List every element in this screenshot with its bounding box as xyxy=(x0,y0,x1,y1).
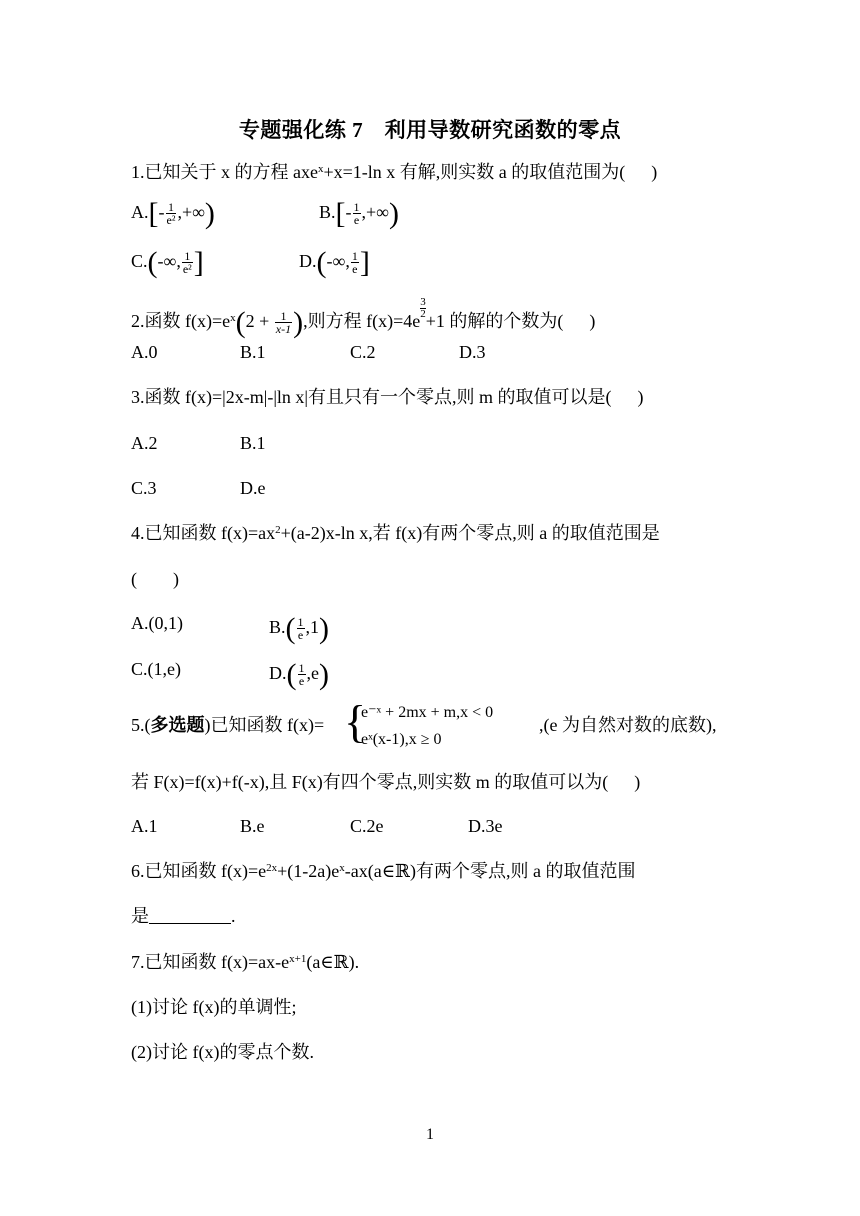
option-label: B. xyxy=(319,202,336,222)
exponent-fraction: $\frac{3}{2}$ xyxy=(420,296,426,320)
option-label: C. xyxy=(131,251,148,271)
q2-stem-part: +1 的解的个数为( xyxy=(425,311,564,331)
option-text: ,e xyxy=(306,663,319,683)
q5-option-d: D.3e xyxy=(468,816,503,836)
q6-stem-part: . xyxy=(231,906,236,926)
fraction: $\frac{1}{e}$ xyxy=(351,248,358,277)
page-title: 专题强化练 7 利用导数研究函数的零点 xyxy=(238,118,622,142)
q4-option-b: B.( $\frac{1}{e}$ ,1) xyxy=(269,612,330,645)
q1-superscript: x xyxy=(317,163,324,175)
q1-close-paren: ) xyxy=(651,162,658,182)
q1-option-a: A.[- $\frac{1}{\text{e²}}$ ,+∞) xyxy=(131,197,215,230)
fraction: $\frac{1}{e}$ xyxy=(353,199,360,228)
q6-superscript: x xyxy=(339,862,345,874)
q3-stem-part: 3.函数 f(x)=|2x-m|-|ln x|有且只有一个零点,则 m 的取值可以是( xyxy=(131,387,612,407)
q5-option-b: B.e xyxy=(240,816,265,836)
q5-option-c: C.2e xyxy=(350,816,384,836)
q2-option-d: D.3 xyxy=(459,342,486,362)
fraction: $\frac{1}{e}$ xyxy=(298,660,305,689)
q5-stem-part: 若 F(x)=f(x)+f(-x),且 F(x)有四个零点,则实数 m 的取值可以为( xyxy=(131,772,609,792)
q1-option-b: B.[- $\frac{1}{e}$ ,+∞) xyxy=(319,197,399,230)
q5-stem-part: )已知函数 f(x)= xyxy=(204,715,325,735)
q5-close-paren: ) xyxy=(634,772,641,792)
q6-stem-part: +(1-2a)e xyxy=(277,861,340,881)
piecewise-brace: { xyxy=(344,696,367,747)
q4-answer-paren: ( ) xyxy=(131,569,179,589)
q7-stem-part: (a∈ℝ). xyxy=(306,952,360,972)
q5-stem-tail: ,(e 为自然对数的底数), xyxy=(539,715,717,735)
q3-option-b: B.1 xyxy=(240,433,266,453)
option-text: - xyxy=(345,202,352,222)
answer-blank[interactable] xyxy=(149,907,231,924)
q1-option-d: D.(-∞, $\frac{1}{e}$ ] xyxy=(299,246,370,279)
option-text: - xyxy=(158,202,165,222)
option-label: A. xyxy=(131,202,149,222)
q5-option-a: A.1 xyxy=(131,816,158,836)
q3-close-paren: ) xyxy=(637,387,644,407)
question-5-stem xyxy=(131,716,324,734)
q4-superscript: 2 xyxy=(275,524,281,536)
question-3-stem xyxy=(131,388,644,406)
piecewise-case-2: eˣ(x-1),x ≥ 0 xyxy=(361,731,442,748)
q4-stem-part: +(a-2)x-ln x,若 f(x)有两个零点,则 a 的取值范围是 xyxy=(280,523,660,543)
fraction: $\frac{1}{\text{e²}}$ xyxy=(182,248,192,277)
q4-option-c: C.(1,e) xyxy=(131,659,181,679)
q4-option-d: D.( $\frac{1}{e}$ ,e) xyxy=(269,658,329,691)
q7-part-1: (1)讨论 f(x)的单调性; xyxy=(131,997,297,1017)
q5-stem-line2 xyxy=(131,773,640,791)
q3-option-d: D.e xyxy=(240,478,266,498)
q6-stem-part: -ax(a∈ℝ)有两个零点,则 a 的取值范围 xyxy=(344,861,636,881)
q5-stem-part: 5.( xyxy=(131,715,151,735)
question-7-stem xyxy=(131,953,359,971)
fraction: $\frac{1}{\text{e²}}$ xyxy=(166,199,176,228)
q2-stem-part: 2.函数 f(x)=e xyxy=(131,311,231,331)
fraction: $\frac{1}{e}$ xyxy=(297,614,304,643)
q6-stem-line2 xyxy=(131,907,236,925)
q1-option-c: C.(-∞, $\frac{1}{\text{e²}}$ ] xyxy=(131,246,204,279)
q3-option-c: C.3 xyxy=(131,478,157,498)
question-6-stem xyxy=(131,862,635,880)
option-label: D. xyxy=(269,663,287,683)
q6-superscript: 2x xyxy=(266,862,278,874)
option-text: -∞, xyxy=(157,251,181,271)
q7-stem-part: 7.已知函数 f(x)=ax-e xyxy=(131,952,290,972)
q2-option-c: C.2 xyxy=(350,342,376,362)
question-4-stem xyxy=(131,524,660,542)
option-text: ,+∞ xyxy=(177,202,205,222)
q2-option-a: A.0 xyxy=(131,342,158,362)
q1-stem-part: 1.已知关于 x 的方程 axe xyxy=(131,162,318,182)
q6-stem-part: 是 xyxy=(131,906,149,926)
q2-paren-text: 2 + xyxy=(245,311,274,331)
q2-stem-part: ,则方程 f(x)=4e xyxy=(303,311,421,331)
q3-option-a: A.2 xyxy=(131,433,158,453)
q7-superscript: x+1 xyxy=(289,953,307,965)
q4-option-a: A.(0,1) xyxy=(131,613,183,633)
q2-option-b: B.1 xyxy=(240,342,266,362)
fraction: $\frac{1}{x-1}$ xyxy=(275,308,292,337)
piecewise-case-1: e⁻ˣ + 2mx + m,x < 0 xyxy=(361,704,494,721)
option-text: ,1 xyxy=(305,617,320,637)
q1-stem-part: +x=1-ln x 有解,则实数 a 的取值范围为( xyxy=(323,162,626,182)
question-2-stem: 2.函数 $f(x)=e^x(2$ + $\frac{1}{x-1}$ ),则方程 f(x)=4e $\frac{3}{2}$ +1 的解的个数为( ) xyxy=(131,296,596,339)
question-1-stem xyxy=(131,163,657,181)
q2-superscript: x xyxy=(230,312,236,324)
multiple-choice-tag: 多选题 xyxy=(150,715,205,735)
q4-stem-part: 4.已知函数 f(x)=ax xyxy=(131,523,276,543)
q7-part-2: (2)讨论 f(x)的零点个数. xyxy=(131,1042,314,1062)
option-text: ,+∞ xyxy=(361,202,389,222)
option-text: -∞, xyxy=(326,251,350,271)
q6-stem-part: 6.已知函数 f(x)=e xyxy=(131,861,267,881)
page-number: 1 xyxy=(426,1126,434,1143)
option-label: D. xyxy=(299,251,317,271)
q2-close-paren: ) xyxy=(589,311,596,331)
option-label: B. xyxy=(269,617,286,637)
